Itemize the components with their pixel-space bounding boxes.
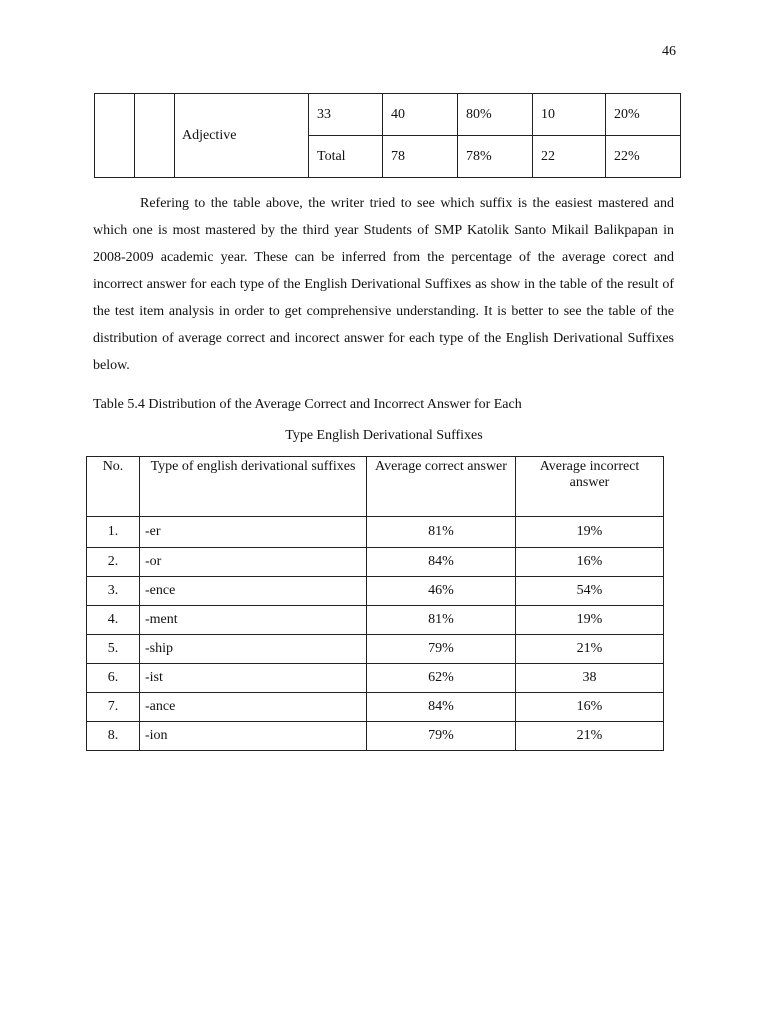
table-cell: 10 [533, 94, 606, 136]
suffix-cell: -ship [140, 635, 367, 664]
table-row [87, 577, 664, 606]
incorrect-cell: 19% [516, 517, 664, 548]
table-cell: 20% [606, 94, 681, 136]
row-number: 5. [87, 635, 140, 664]
caption-text: Type English Derivational Suffixes [285, 428, 483, 443]
row-number: 6. [87, 664, 140, 693]
body-paragraph [93, 190, 674, 379]
suffix-cell: -er [140, 517, 367, 548]
correct-cell: 46% [367, 577, 516, 606]
suffix-cell: -ion [140, 722, 367, 751]
page-number: 46 [662, 44, 676, 59]
table-row [87, 635, 664, 664]
continuation-table [94, 93, 681, 178]
suffix-cell: -ment [140, 606, 367, 635]
table-cell: 80% [458, 94, 533, 136]
suffix-cell: -ist [140, 664, 367, 693]
table-caption-line1: Table 5.4 Distribution of the Average Correct and Incorrect Answer for Each [93, 397, 522, 412]
table-caption-line2 [0, 428, 768, 444]
suffix-distribution-table [86, 456, 664, 751]
column-header: Average incorrect answer [516, 457, 664, 517]
table-row [87, 693, 664, 722]
correct-cell: 62% [367, 664, 516, 693]
table-row [87, 548, 664, 577]
empty-cell [95, 94, 135, 178]
correct-cell: 79% [367, 722, 516, 751]
incorrect-cell: 16% [516, 548, 664, 577]
suffix-cell: -ence [140, 577, 367, 606]
incorrect-cell: 19% [516, 606, 664, 635]
table-cell: 78% [458, 136, 533, 178]
correct-cell: 81% [367, 517, 516, 548]
table-cell: Total [309, 136, 383, 178]
row-number: 3. [87, 577, 140, 606]
row-number: 1. [87, 517, 140, 548]
category-cell: Adjective [175, 94, 309, 178]
table-row [87, 606, 664, 635]
correct-cell: 79% [367, 635, 516, 664]
table-row [87, 664, 664, 693]
column-header: Type of english derivational suffixes [140, 457, 367, 517]
paragraph-text: Refering to the table above, the writer tried to see which suffix is the easiest mastered and which one is most mastered by the third year Students of SMP Katolik Santo Mikail Balikpapan in 2008-2009 academic year. These can be inferred from the percentage of the average corect and incorrect answer for each type of the English Derivational Suffixes as show in the table of the result of the test item analysis in order to get comprehensive understanding. It is better to see the table of the distribution of average correct and incorect answer for each type of the English Derivational Suffixes below. [93, 196, 674, 373]
table-row [87, 517, 664, 548]
table-row [95, 94, 681, 136]
incorrect-cell: 54% [516, 577, 664, 606]
row-number: 8. [87, 722, 140, 751]
table-cell: 33 [309, 94, 383, 136]
row-number: 2. [87, 548, 140, 577]
table-cell: 40 [383, 94, 458, 136]
table-cell: 78 [383, 136, 458, 178]
incorrect-cell: 16% [516, 693, 664, 722]
empty-cell [135, 94, 175, 178]
table-cell: 22 [533, 136, 606, 178]
correct-cell: 81% [367, 606, 516, 635]
table-cell: 22% [606, 136, 681, 178]
column-header: Average correct answer [367, 457, 516, 517]
suffix-cell: -ance [140, 693, 367, 722]
row-number: 7. [87, 693, 140, 722]
incorrect-cell: 21% [516, 635, 664, 664]
incorrect-cell: 21% [516, 722, 664, 751]
table-row [87, 722, 664, 751]
column-header: No. [87, 457, 140, 517]
suffix-cell: -or [140, 548, 367, 577]
table-header-row [87, 457, 664, 517]
incorrect-cell: 38 [516, 664, 664, 693]
correct-cell: 84% [367, 693, 516, 722]
row-number: 4. [87, 606, 140, 635]
correct-cell: 84% [367, 548, 516, 577]
